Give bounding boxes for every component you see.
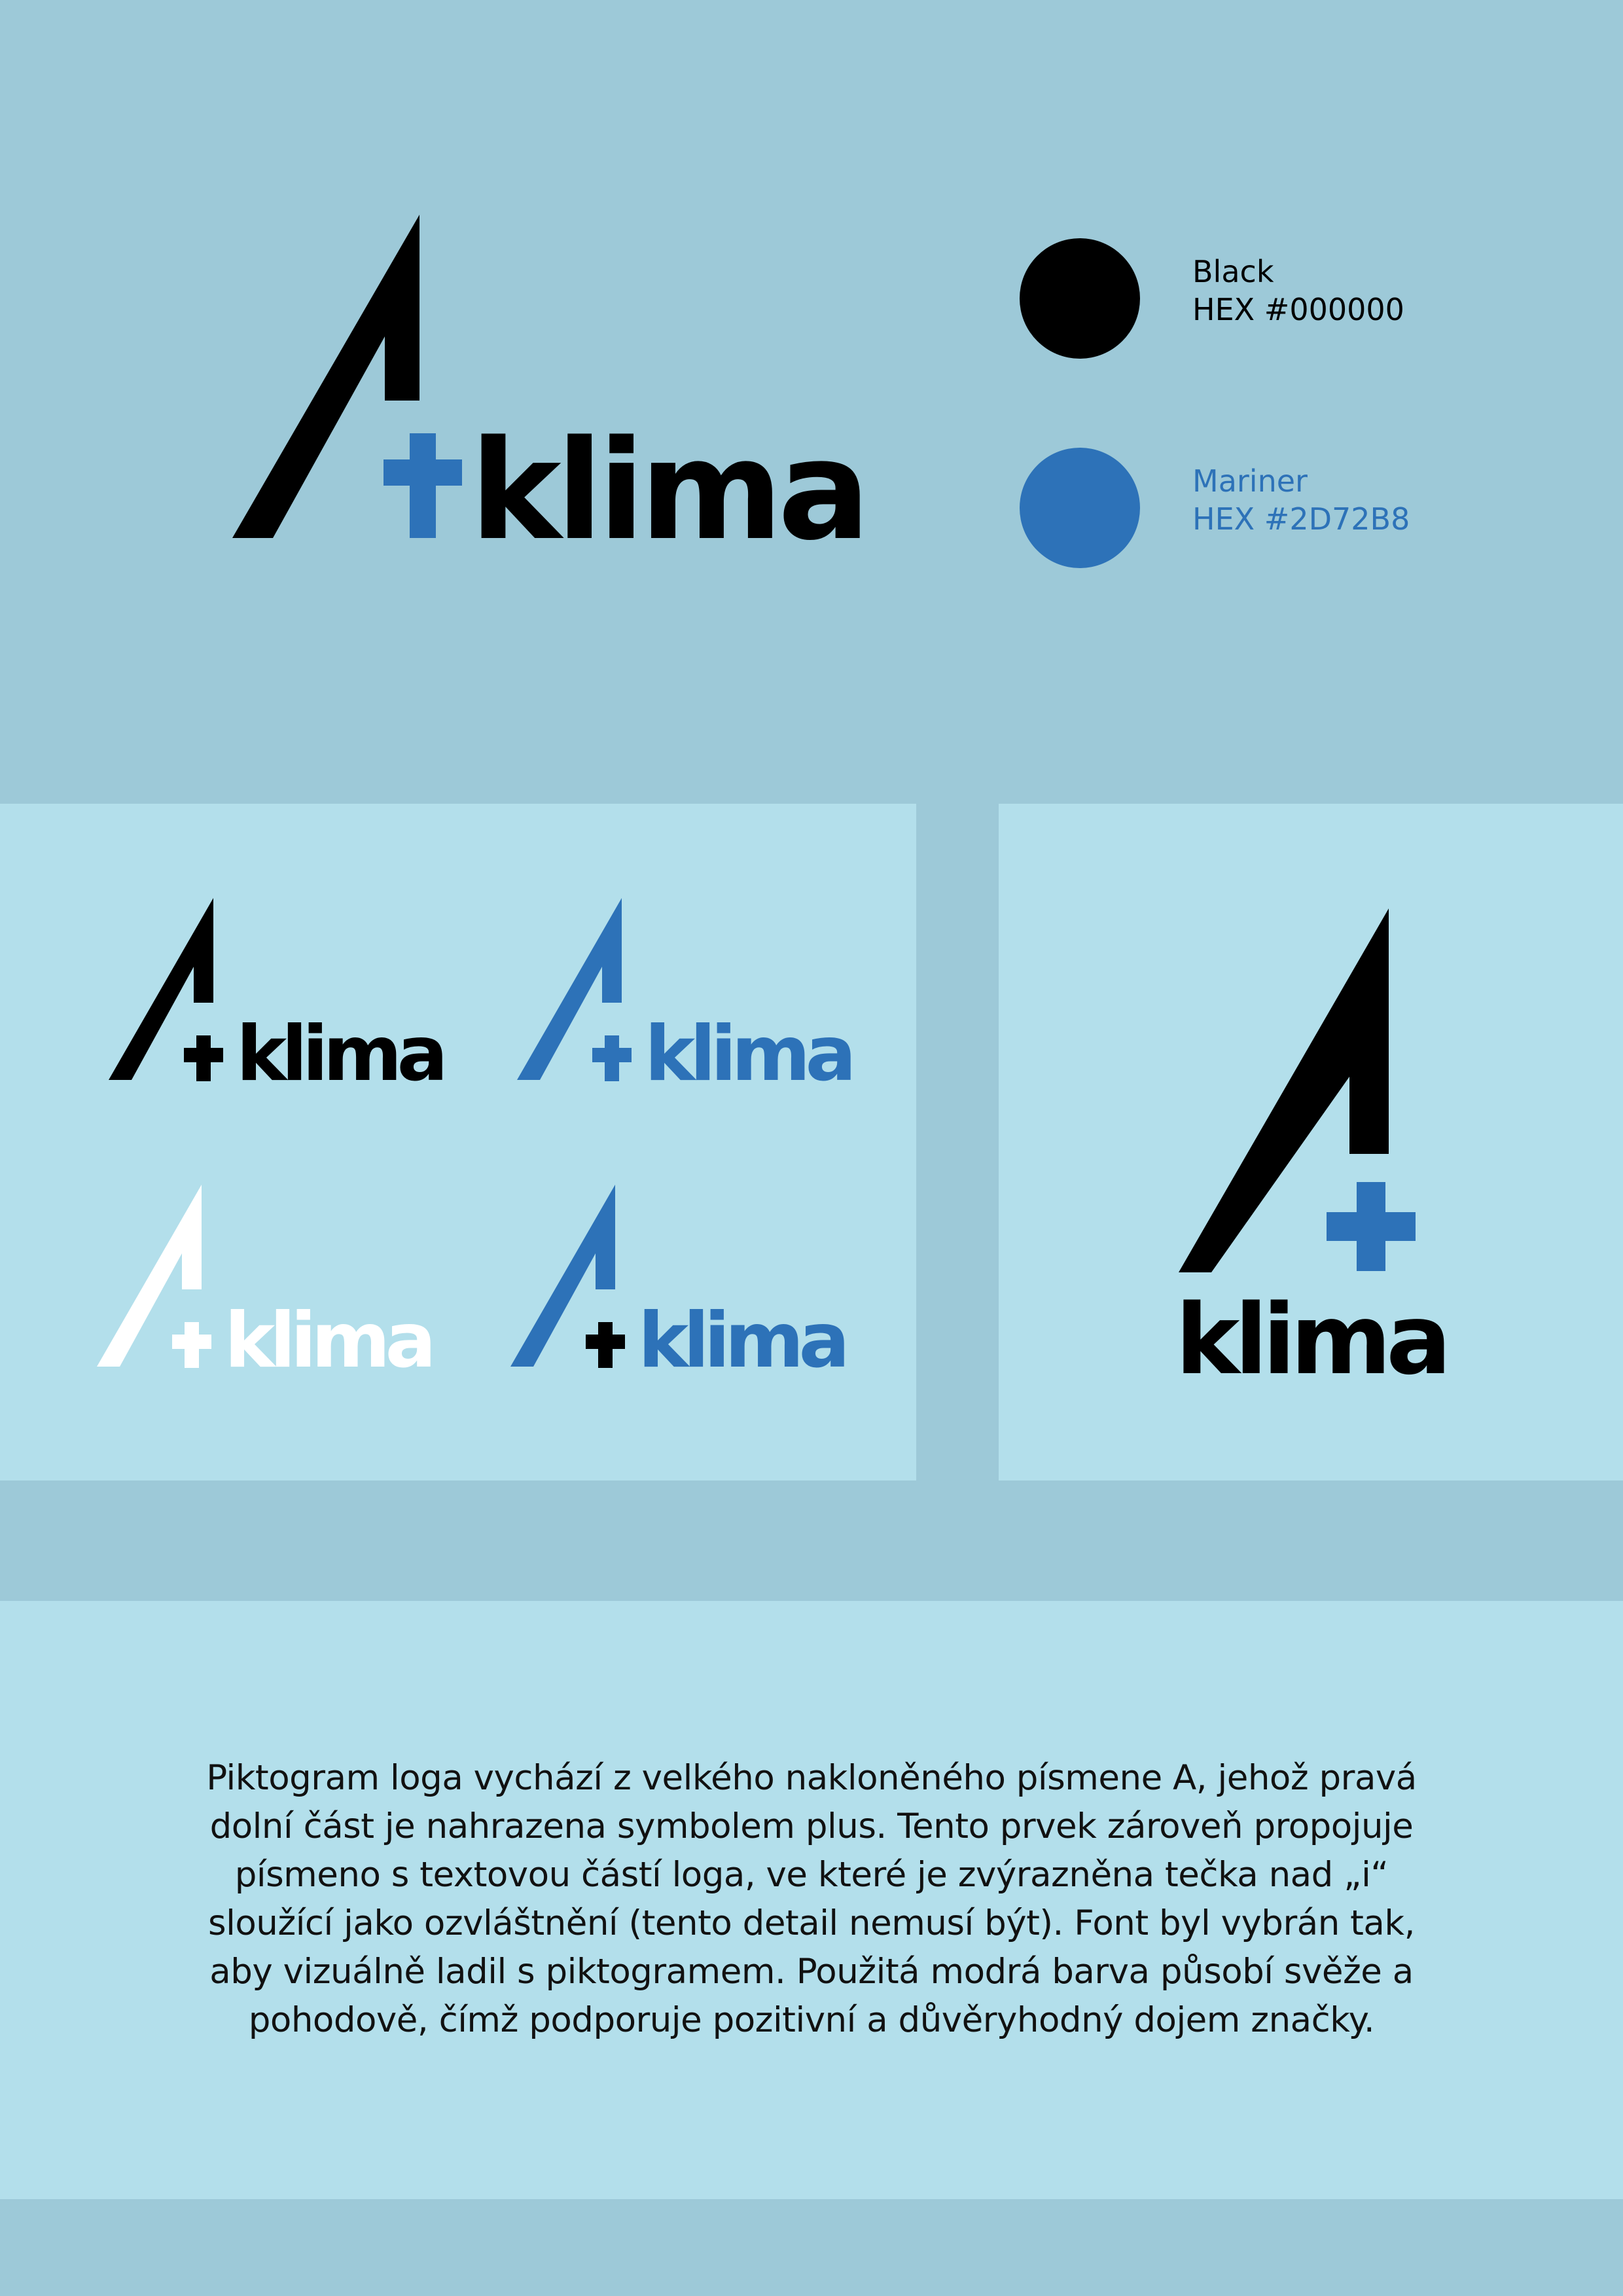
variant-blue-black-plus-wordmark: klima [638,1297,845,1385]
swatch-black-hex: HEX #000000 [1192,292,1404,327]
logo-variant-white [97,1185,431,1385]
stacked-wordmark: klima [1175,1283,1446,1396]
swatch-black [1020,238,1140,359]
description-line: Piktogram loga vychází z velkého nakloněného písmene A, jehož pravá [206,1758,1417,1798]
logo-variant-black [109,898,443,1098]
description-line: aby vizuálně ladil s piktogramem. Použitá modrá barva působí svěže a [209,1952,1414,1992]
stacked-plus-v [1357,1182,1385,1271]
swatch-mariner [1020,448,1140,568]
logo-variant-blue [517,898,851,1098]
swatch-mariner-label [1192,462,1410,538]
logo-wordmark: klima [470,410,866,571]
variant-black-wordmark: klima [236,1010,443,1098]
logo-description [131,1754,1492,2045]
logo-letter-a [232,215,419,538]
logo-stacked [1175,908,1446,1396]
variant-white-wordmark: klima [224,1297,431,1385]
swatch-black-label [1192,253,1404,329]
swatch-black-name: Black [1192,254,1274,289]
logo-plus-mark [383,433,462,538]
description-line: písmeno s textovou částí loga, ve které je zvýrazněna tečka nad „i“ [234,1855,1389,1895]
description-line: pohodově, čímž podporuje pozitivní a důvěryhodný dojem značky. [248,2000,1375,2040]
logo-variant-blue-black-plus [510,1185,845,1385]
swatch-mariner-hex: HEX #2D72B8 [1192,501,1410,537]
variant-blue-wordmark: klima [645,1010,851,1098]
description-line: dolní část je nahrazena symbolem plus. Tento prvek zároveň propojuje [209,1806,1414,1846]
swatch-mariner-name: Mariner [1192,463,1308,499]
description-line: sloužící jako ozvláštnění (tento detail nemusí být). Font byl vybrán tak, [208,1903,1415,1943]
main-logo [232,215,866,571]
